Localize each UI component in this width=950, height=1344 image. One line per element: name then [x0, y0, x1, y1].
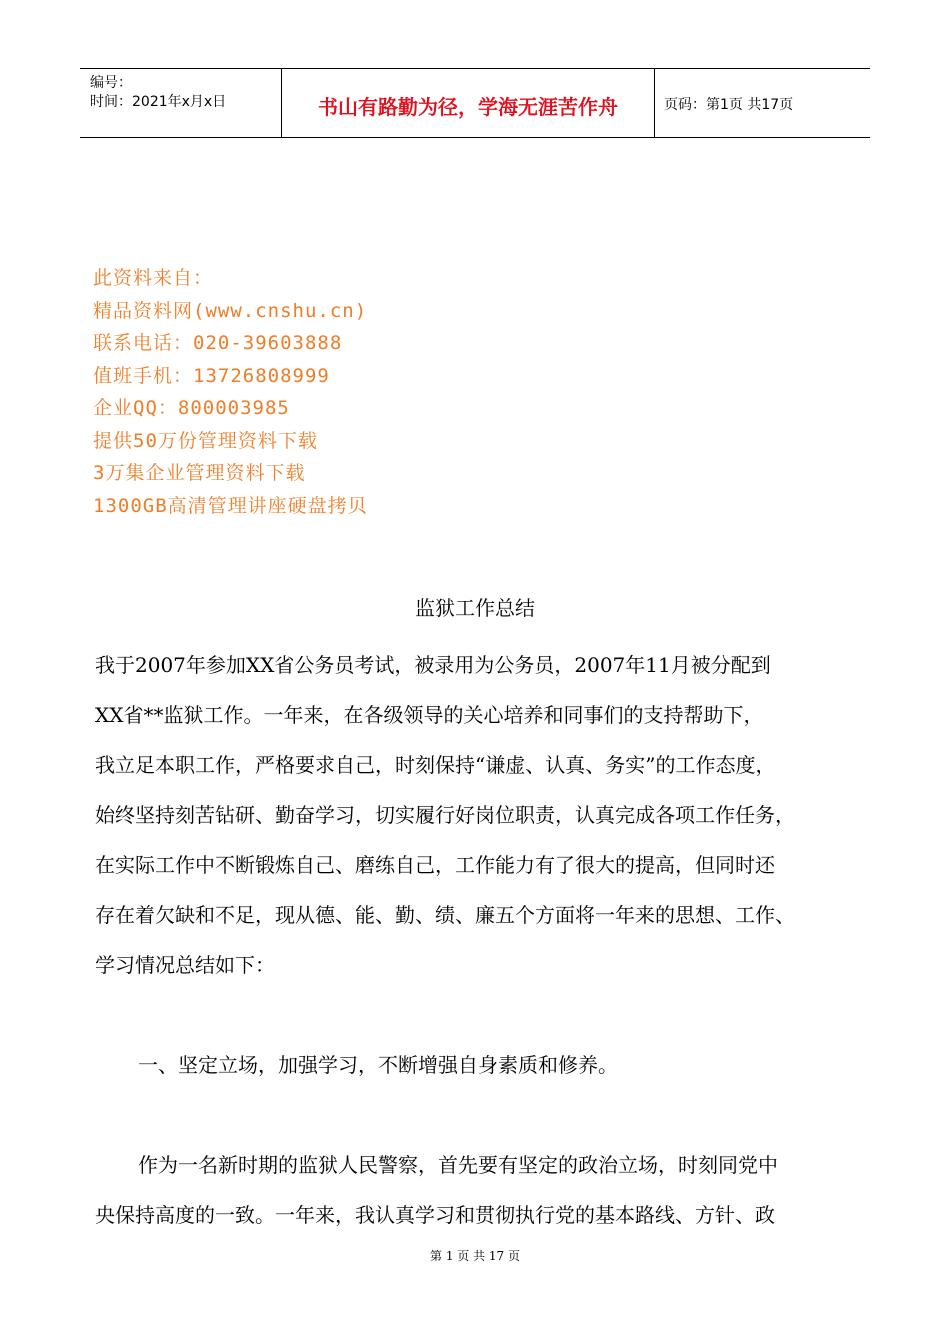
ad-line: 3万集企业管理资料下载: [93, 462, 306, 484]
paragraph-line: 我立足本职工作，严格要求自己，时刻保持“谦虚、认真、务实”的工作态度，: [95, 753, 776, 777]
header-page-info: 页码：第1页 共17页: [664, 97, 794, 113]
header-motto-cell: [282, 69, 655, 137]
paragraph-line: 存在着欠缺和不足，现从德、能、勤、绩、廉五个方面将一年来的思想、工作、: [95, 903, 795, 927]
ad-line: 提供50万份管理资料下载: [93, 429, 318, 452]
header-motto: 书山有路勤为径，学海无涯苦作舟: [318, 95, 618, 119]
paragraph-line: 学习情况总结如下：: [95, 953, 275, 977]
document-time-label: 时间：2021年x月x日: [90, 94, 227, 110]
ad-line: 联系电话：020-39603888: [93, 332, 343, 354]
header-meta-cell: [80, 69, 282, 137]
document-body: [95, 640, 875, 1240]
header-page-cell: [655, 69, 870, 137]
paragraph-gap: [95, 1090, 875, 1140]
document-title: 监狱工作总结: [415, 596, 535, 620]
paragraph-gap: [95, 990, 875, 1040]
ad-line: 企业QQ：800003985: [93, 397, 290, 419]
ad-line: 此资料来自：: [93, 267, 214, 289]
advertisement-block: [93, 262, 368, 522]
paragraph-line: 作为一名新时期的监狱人民警察，首先要有坚定的政治立场，时刻同党中: [138, 1153, 778, 1177]
ad-line: 值班手机：13726808999: [93, 364, 330, 387]
page-header: [80, 68, 870, 138]
paragraph-line: 在实际工作中不断锻炼自己、磨练自己，工作能力有了很大的提高，但同时还: [95, 853, 775, 877]
paragraph-line: 央保持高度的一致。一年来，我认真学习和贯彻执行党的基本路线、方针、政: [95, 1203, 775, 1227]
paragraph-line: 始终坚持刻苦钻研、勤奋学习，切实履行好岗位职责，认真完成各项工作任务，: [95, 803, 795, 827]
paragraph-line: 我于2007年参加XX省公务员考试，被录用为公务员，2007年11月被分配到: [95, 653, 771, 677]
page-footer: 第 1 页 共 17 页: [430, 1249, 520, 1263]
paragraph-line: XX省**监狱工作。一年来，在各级领导的关心培养和同事们的支持帮助下，: [95, 703, 764, 727]
section-heading: 一、坚定立场，加强学习，不断增强自身素质和修养。: [138, 1053, 618, 1077]
ad-line: 1300GB高清管理讲座硬盘拷贝: [93, 494, 368, 517]
document-number-label: 编号：: [90, 75, 132, 91]
ad-line: 精品资料网(www.cnshu.cn): [93, 299, 368, 322]
